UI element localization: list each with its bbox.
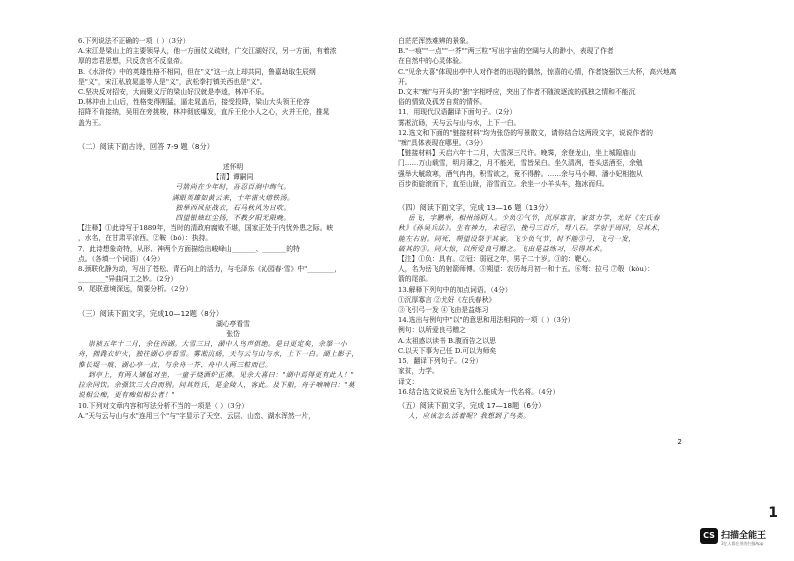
text-line: 箭的尾部。 <box>398 275 432 284</box>
text-line: 15．翻译下列句子。（2分） <box>398 357 483 366</box>
text-line: ①沉厚寡言 ②尤好《左氏春秋》 <box>398 295 496 304</box>
text-line: 到亭上，有两人铺毡对坐，一童子烧酒炉正沸。见余大喜曰："湖中焉得更有此人！" <box>88 370 355 379</box>
text-line: ③飞引弓一发 ④飞由是益练习 <box>398 306 489 315</box>
text-line: 14.选出与例句中"以"的意思和用法相同的一项（ ）（3分） <box>398 316 575 325</box>
text-line: 湖心亭看雪 <box>216 319 250 328</box>
text-line: 13.解释下列句中的加点词语。（4分） <box>398 285 512 294</box>
text-line: 说相公痴，更有痴似相公者！" <box>78 391 176 400</box>
text-line: 【注】①负：具有。②冠：弱冠之年，男子二十岁。③的：靶心。 <box>398 255 596 264</box>
text-line: ，水名，在甘肃平凉西。②鞍（bó）：执持。 <box>78 234 213 243</box>
text-line: 白茫茫浑然难辨的景象。 <box>398 37 473 45</box>
text-line: 岳飞，字鹏举，相州汤阴人。少负①气节，沉厚寡言，家贫力学，尤好《左氏春 <box>408 214 660 223</box>
text-line: D.文末"痴"与开头的"独"字相呼应，突出了作者不随波逐流的孤独之情和不能沉 <box>398 88 636 97</box>
text-line: 11．用现代汉语翻译下面句子。（2分） <box>398 108 517 117</box>
text-line: 7．此诗想象奇特，从形、神两个方面描绘出峻峰山_______、_______的特 <box>78 244 300 253</box>
text-line: B.《水浒传》中的英雄性格不相同，但在"义"这一点上却共同，鲁嘉劫取生辰纲 <box>78 67 316 76</box>
text-line: 满眼英雄如黄云来，十年雷火熔铁汤。 <box>171 193 295 202</box>
text-line: 家贫，力学。 <box>398 367 439 376</box>
section-heading: （五）阅读下面文字，完成 17—18题（6分） <box>398 400 546 410</box>
text-line: 弓箭尚在少年时，吾忍百涧中绚气。 <box>175 183 291 192</box>
text-line: 崇祯五年十二月，余住西湖。大雪三日，湖中人鸟声俱绝。是日更定矣，余拏一小 <box>88 340 348 349</box>
text-line: 10.下列对文章内容和写法分析不当的一项是（ ）（3分） <box>78 401 249 410</box>
text-line: 强举大觥敌寒，酒气冉冉，积雪欲之，竟不得醉。……余与马小卿、潘小妃相抱从 <box>398 169 643 178</box>
text-line: 四望银烛红尘扬，不教夕阳无限晚。 <box>175 214 291 223</box>
text-line: 8.颈联化静为动，写出了苍松、青石向上的活力，与毛泽东《沁园春·雪》中"________， <box>78 265 342 274</box>
text-line: B."一痕""一点""一芥""两三粒"写出宇宙的空阔与人的渺小，表现了作者 <box>398 47 614 56</box>
text-line: 述怀明 <box>222 163 244 172</box>
text-line: 点。（各填一个词语）（4分） <box>78 254 164 263</box>
text-line: 盖为王。 <box>78 118 106 127</box>
text-line: A."天与云与山与水"连用三个"与"字显示了天空、云层、山峦、湖水浑然一片， <box>78 411 316 420</box>
watermark-name: 扫描全能王 <box>721 531 767 541</box>
section-heading: （四）阅读下面文字，完成 13—16 题（13分） <box>398 203 553 213</box>
spacer <box>78 128 388 138</box>
corner-mark: 1 <box>768 505 778 521</box>
text-line: 【注释】①此诗写于1889年，当时的清政府腐败不堪，国家正处于内忧外患之际。峡 <box>78 224 334 233</box>
text-line: 是"义"，宋江私放晁盖等人是"义"，武松拳打镇关西也是"义"。 <box>78 77 267 86</box>
text-line: 能左右射。同死，朔望设祭于其家。飞少负气节，时不能③弓，飞弓一发， <box>398 234 636 243</box>
right-column <box>398 36 690 421</box>
text-line: 门……万山载雪，明月薄之，月不能光，雪皆呆白。坐久清冽，苍头送酒至，余勉 <box>398 159 643 168</box>
text-line: 【链接材料】天启六年十二月，大雪深三尺许。晚霁，余登龙山，坐上城隍庙山 <box>398 149 636 158</box>
text-line: "痴"具体表现在哪里。（3分） <box>398 139 487 148</box>
text-line: 破其的③。同大惊，以所爱良弓赠之。飞由是益练习，尽得其术。 <box>398 244 607 253</box>
page-number: 2 <box>677 438 682 446</box>
camscanner-logo-icon: CS <box>700 528 718 544</box>
text-line: 独举西风征战衣，石马秋风为日吹。 <box>175 203 291 212</box>
text-line: 拉余同饮。余强饮三大白而别。问其姓氏，是金陵人，客此。及下船，舟子喃喃曰："莫 <box>78 381 356 390</box>
text-line: 例句：以所爱良弓赠之 <box>398 326 466 335</box>
text-line: 厚的忠君思想，只反贪官不反皇帝。 <box>78 57 187 66</box>
spacer <box>398 189 690 199</box>
text-line: 12.选文和下面的"链接材料"均为张岱的写景散文，请你结合这两段文字，说说作者的 <box>398 128 653 137</box>
text-line: 【清】谭嗣同 <box>212 173 254 182</box>
text-line: 译文： <box>398 377 419 386</box>
text-line: C.以天下事为己任 D.可以为师矣 <box>398 346 497 355</box>
text-line: 俗的情致及孤芳自赏的情怀。 <box>398 98 487 107</box>
text-line: D.林冲由上山后，性格变得刚猛，逼走晁盖后，接受投降，梁山大头领王伦容 <box>78 98 310 107</box>
spacer <box>78 152 388 162</box>
text-line: 舟，拥毳衣炉火，独往湖心亭看雪。雾凇沆砀，天与云与山与水，上下一白。湖上影子， <box>78 350 359 359</box>
text-line: 张岱 <box>226 330 240 339</box>
text-line: A.太祖惑以读书 B.腹而告之以思 <box>398 336 496 345</box>
watermark-tagline: 3亿人都在用的扫描App <box>721 541 764 546</box>
text-line: ________"异曲同工之妙。（2分） <box>78 275 178 284</box>
text-line: 惟长堤一痕、湖心亭一点、与余舟一芥、舟中人两三粒而已。 <box>78 360 273 369</box>
spacer <box>78 295 388 305</box>
text-line: 百步街旋滚而下，直至山趾，浴雪而立。余坐一小羊头车，拖冰而归。 <box>398 179 609 188</box>
left-column <box>78 36 388 421</box>
text-line: 雾凇沆砀，天与云与山与水，上下一白。 <box>398 118 521 127</box>
text-line: 6.下列说法不正确的一项（ ）（3分） <box>78 37 190 45</box>
text-line: C.坚决反对招安，大闹聚义厅的梁山好汉就是李逵，林冲不乐。 <box>78 88 269 97</box>
text-line: C."见余大喜"体现出亭中人对作者的出现的偶然，惊喜的心情，作者饶强饮三大杯，高兴地离 <box>398 67 677 76</box>
section-heading: （二）阅读下面古诗，回答 7-9 题（8分） <box>78 141 214 151</box>
text-line: 16.结合选文说说岳飞为什么能成为一代名将。（4分） <box>398 387 560 396</box>
text-line: 招降不肯接纳，吴用在旁挑唆，林冲彻底爆发，直斥王伦小人之心，火并王伦，推晁 <box>78 108 330 117</box>
camscanner-watermark <box>700 526 784 552</box>
text-line: 开。 <box>398 77 412 86</box>
section-heading: （三）阅读下面文字，完成10—12题（8分） <box>78 308 224 318</box>
text-line: 人，名为岳飞的射箭师傅。⑤朔望：农历每月初一和十五。⑥弩：拉弓 ⑦彀（kòu）： <box>398 265 655 274</box>
text-line: 在自然中的心灵体验。 <box>398 57 466 66</box>
text-line: 人，应该怎么活着呢？我想到了鸟类。 <box>408 412 531 421</box>
text-line: 9．尾联意境深远，简要分析。（2分） <box>78 285 192 294</box>
text-line: 秋》《孙吴兵法》。生有神力，未冠②，挽弓三百斤，弩八石。学射于周同，尽其术， <box>398 224 665 233</box>
text-line: A.宋江是梁山上的主要领导人，他一方面仗义疏财，广交江湖好汉，另一方面，有着浓 <box>78 47 337 56</box>
